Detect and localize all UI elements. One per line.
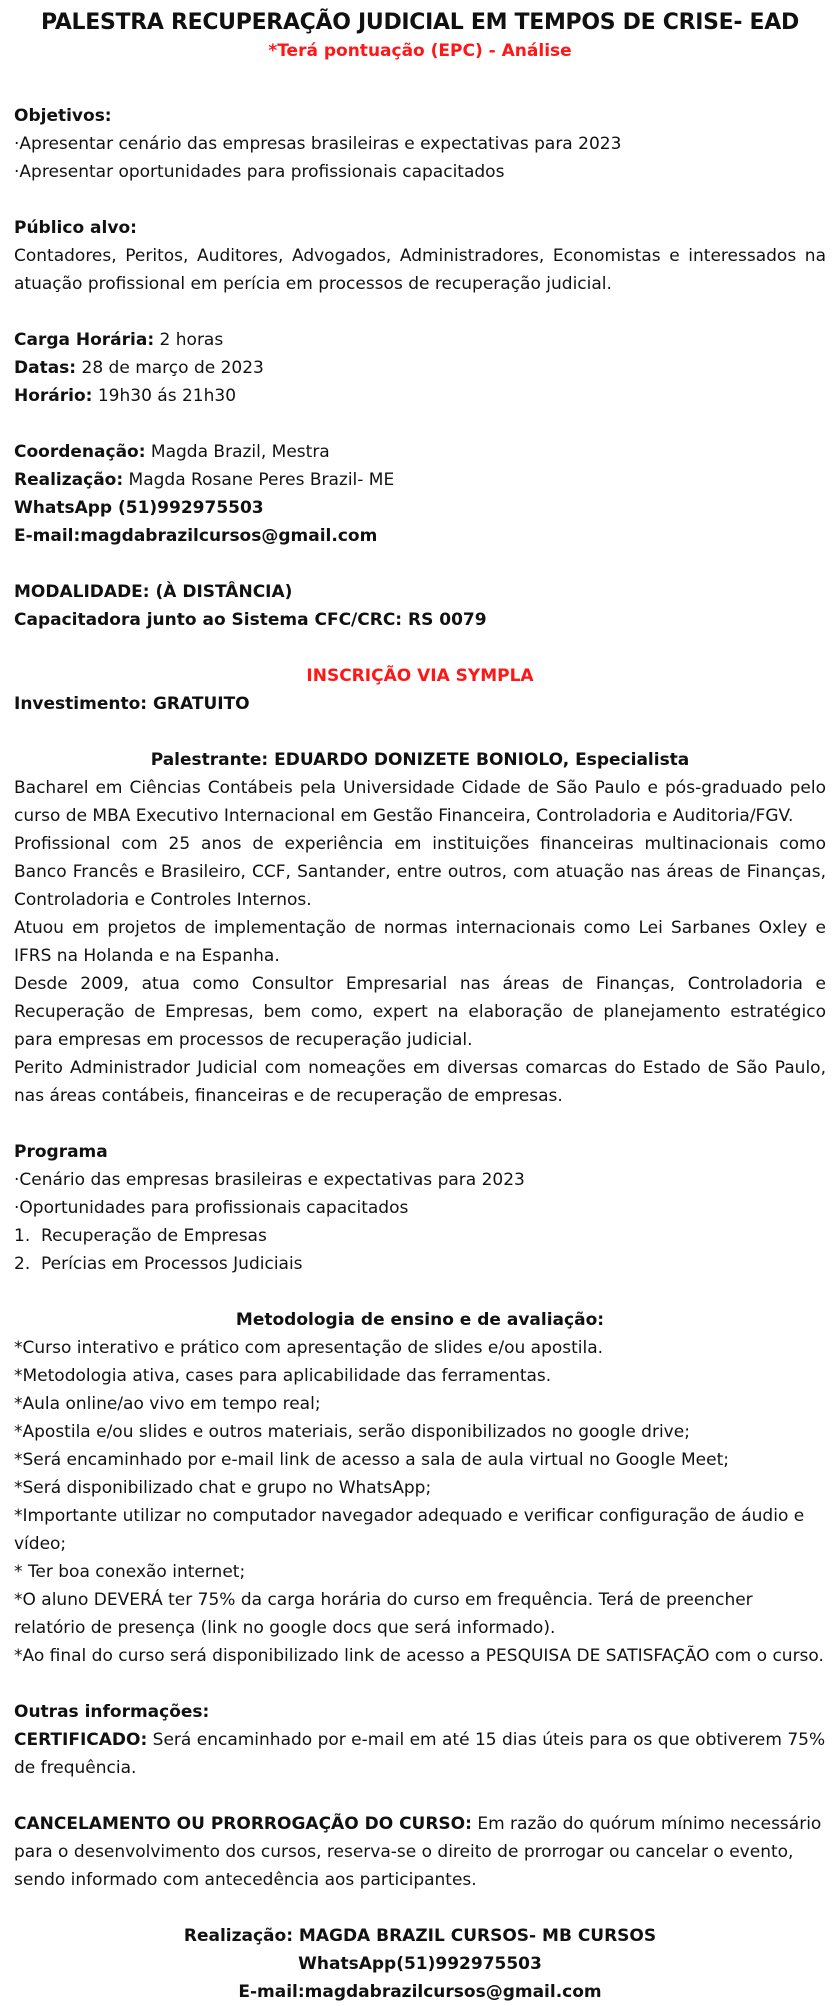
program-item: ·Oportunidades para profissionais capacitados [14, 1198, 409, 1218]
accreditation-text: Capacitadora junto ao Sistema CFC/CRC: RS 0079 [14, 610, 487, 630]
spacer [14, 634, 826, 662]
methodology-item: *Será encaminhado por e-mail link de acesso a sala de aula virtual no Google Meet; [14, 1450, 729, 1470]
audience-heading: Público alvo: [14, 218, 137, 238]
other-info-section [14, 1698, 826, 1894]
cancellation-text: Em razão do quórum mínimo necessário para o desenvolvimento dos cursos, reserva-se o direito de prorrogar ou cancelar o evento, sendo informado com antecedência aos participantes. [14, 1814, 822, 1890]
schedule-section [14, 326, 826, 410]
methodology-item: *Será disponibilizado chat e grupo no WhatsApp; [14, 1478, 432, 1498]
page-title: PALESTRA RECUPERAÇÃO JUDICIAL EM TEMPOS DE CRISE- EAD [41, 10, 799, 35]
coordination-label: Coordenação: [14, 442, 146, 462]
time-row [14, 382, 826, 410]
methodology-item: *Metodologia ativa, cases para aplicabilidade das ferramentas. [14, 1366, 552, 1386]
workload-label: Carga Horária: [14, 330, 155, 350]
objective-item: ·Apresentar cenário das empresas brasileiras e expectativas para 2023 [14, 134, 622, 154]
spacer [14, 410, 826, 438]
certificate-paragraph [14, 1726, 826, 1782]
program-item: 1. Recuperação de Empresas [14, 1226, 267, 1246]
time-value: 19h30 ás 21h30 [92, 386, 237, 406]
objectives-section [14, 102, 826, 186]
registration-section [14, 662, 826, 718]
realization-row [14, 466, 826, 494]
spacer [14, 1670, 826, 1698]
footer-whatsapp: WhatsApp(51)992975503 [298, 1954, 542, 1974]
methodology-item: *Curso interativo e prático com apresentação de slides e/ou apostila. [14, 1338, 604, 1358]
speaker-bio-paragraph: Desde 2009, atua como Consultor Empresarial nas áreas de Finanças, Controladoria e Recuperação de Empresas, bem como, expert na elaboração de planejamento estratégico para empresas em processos de recuperação judicial. [14, 974, 826, 1050]
methodology-item: *Apostila e/ou slides e outros materiais, serão disponibilizados no google drive; [14, 1422, 690, 1442]
dates-value: 28 de março de 2023 [76, 358, 264, 378]
footer-email: E-mail:magdabrazilcursos@gmail.com [238, 1982, 602, 2002]
spacer [14, 298, 826, 326]
speaker-bio-paragraph: Bacharel em Ciências Contábeis pela Universidade Cidade de São Paulo e pós-graduado pelo curso de MBA Executivo Internacional em Gestão Financeira, Controladoria e Auditoria/FGV. [14, 778, 826, 826]
audience-section [14, 214, 826, 298]
workload-row [14, 326, 826, 354]
speaker-bio-paragraph: Atuou em projetos de implementação de normas internacionais como Lei Sarbanes Oxley e IFRS na Holanda e na Espanha. [14, 918, 826, 966]
footer [14, 1922, 826, 2006]
program-heading: Programa [14, 1142, 108, 1162]
email-contact: E-mail:magdabrazilcursos@gmail.com [14, 526, 378, 546]
epc-note: *Terá pontuação (EPC) - Análise [268, 41, 572, 61]
methodology-item: *Ao final do curso será disponibilizado link de acesso a PESQUISA DE SATISFAÇÃO com o curso. [14, 1646, 824, 1666]
objectives-heading: Objetivos: [14, 106, 112, 126]
modality-section [14, 578, 826, 634]
spacer [14, 550, 826, 578]
program-section [14, 1138, 826, 1278]
dates-row [14, 354, 826, 382]
modality-text: MODALIDADE: (À DISTÂNCIA) [14, 582, 293, 602]
speaker-bio-paragraph: Perito Administrador Judicial com nomeações em diversas comarcas do Estado de São Paulo, nas áreas contábeis, financeiras e de recuperação de empresas. [14, 1058, 826, 1106]
other-info-heading: Outras informações: [14, 1702, 210, 1722]
cancellation-paragraph [14, 1810, 826, 1894]
time-label: Horário: [14, 386, 93, 406]
methodology-section [14, 1306, 826, 1670]
methodology-item: *O aluno DEVERÁ ter 75% da carga horária do curso em frequência. Terá de preencher relatório de presença (link no google docs que será informado). [14, 1590, 753, 1638]
program-item: 2. Perícias em Processos Judiciais [14, 1254, 303, 1274]
footer-realization: Realização: MAGDA BRAZIL CURSOS- MB CURSOS [183, 1926, 657, 1946]
methodology-item: * Ter boa conexão internet; [14, 1562, 246, 1582]
methodology-item: *Aula online/ao vivo em tempo real; [14, 1394, 321, 1414]
spacer [14, 1782, 826, 1810]
dates-label: Datas: [14, 358, 77, 378]
organization-section [14, 438, 826, 550]
realization-value: Magda Rosane Peres Brazil- ME [123, 470, 395, 490]
sympla-registration-link[interactable]: INSCRIÇÃO VIA SYMPLA [306, 666, 534, 686]
certificate-label: CERTIFICADO: [14, 1730, 148, 1750]
spacer [14, 64, 826, 102]
speaker-section [14, 746, 826, 1110]
investment-text: Investimento: GRATUITO [14, 694, 250, 714]
coordination-value: Magda Brazil, Mestra [145, 442, 330, 462]
audience-text: Contadores, Peritos, Auditores, Advogados, Administradores, Economistas e interessados na atuação profissional em perícia em processos de recuperação judicial. [14, 246, 826, 294]
workload-value: 2 horas [154, 330, 224, 350]
methodology-item: *Importante utilizar no computador navegador adequado e verificar configuração de áudio e vídeo; [14, 1506, 805, 1554]
spacer [14, 186, 826, 214]
whatsapp-contact: WhatsApp (51)992975503 [14, 498, 264, 518]
objective-item: ·Apresentar oportunidades para profissionais capacitados [14, 162, 505, 182]
program-item: ·Cenário das empresas brasileiras e expectativas para 2023 [14, 1170, 525, 1190]
cancellation-label: CANCELAMENTO OU PRORROGAÇÃO DO CURSO: [14, 1814, 472, 1834]
speaker-heading: Palestrante: EDUARDO DONIZETE BONIOLO, Especialista [150, 750, 690, 770]
coordination-row [14, 438, 826, 466]
spacer [14, 1894, 826, 1922]
realization-label: Realização: [14, 470, 124, 490]
spacer [14, 1278, 826, 1306]
certificate-text: Será encaminhado por e-mail em até 15 dias úteis para os que obtiverem 75% de frequência. [14, 1730, 826, 1778]
spacer [14, 718, 826, 746]
methodology-heading: Metodologia de ensino e de avaliação: [235, 1310, 605, 1330]
spacer [14, 1110, 826, 1138]
speaker-bio-paragraph: Profissional com 25 anos de experiência em instituições financeiras multinacionais como Banco Francês e Brasileiro, CCF, Santander, entre outros, com atuação nas áreas de Finanças, Controladoria e Controles Internos. [14, 834, 826, 910]
